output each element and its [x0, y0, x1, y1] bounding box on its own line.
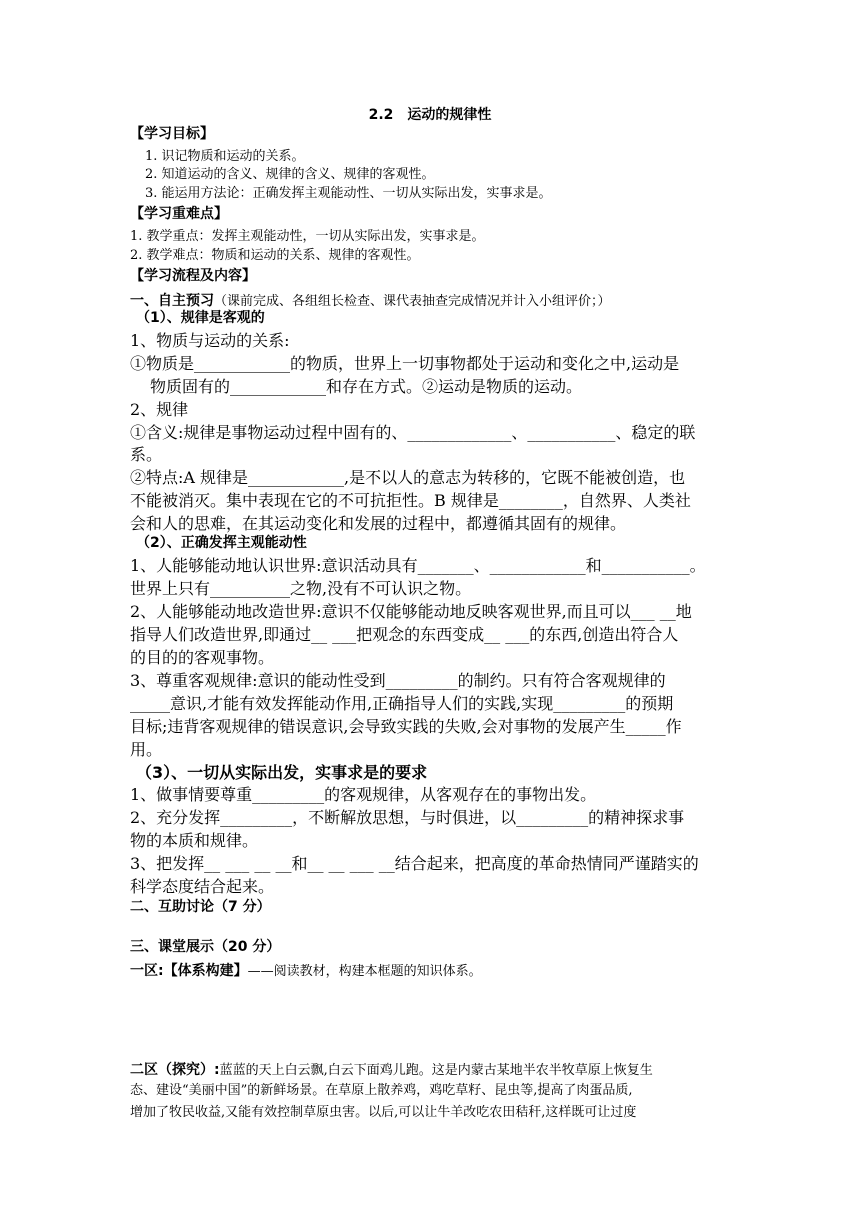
preview-heading: 一、自主预习 — [130, 293, 214, 309]
zone2-text-line: 增加了牧民收益,又能有效控制草原虫害。以后,可以让牛羊改吃农田秸秆,这样既可让过度 — [130, 1105, 637, 1120]
objectives-heading: 【学习目标】 — [130, 126, 214, 142]
zone1-line — [130, 960, 482, 980]
objective-item: 3. 能运用方法论：正确发挥主观能动性、一切从实际出发，实事求是。 — [145, 186, 552, 201]
discussion-heading: 二、互助讨论（7 分） — [130, 899, 271, 915]
part3-line: 物的本质和规律。 — [130, 831, 259, 850]
page-title: 2.2 运动的规律性 — [368, 107, 492, 123]
part1-line: 会和人的思难，在其运动变化和发展的过程中，都遵循其固有的规律。 — [130, 514, 627, 533]
zone1-label: 一区:【体系构建】 — [130, 963, 248, 979]
part2-line: 用。 — [130, 740, 163, 759]
zone2-line — [130, 1059, 653, 1079]
part1-line: 物质固有的____________和存在方式。②运动是物质的运动。 — [150, 377, 583, 396]
part2-line: 2、人能够能动地改造世界:意识不仅能够能动地反映客观世界,而且可以___ __地 — [130, 602, 692, 621]
part2-line: 指导人们改造世界,即通过__ ___把观念的东西变成__ ___的东西,创造出符合人 — [130, 625, 679, 644]
zone2-label: 二区（探究）: — [130, 1062, 220, 1078]
part1-heading: （1）、规律是客观的 — [136, 310, 265, 326]
preview-line — [130, 290, 611, 310]
part3-line: 2、充分发挥_________，不断解放思想，与时俱进，以_________的精神探求事 — [130, 808, 685, 827]
part2-line: 目标;违背客观规律的错误意识,会导致实践的失败,会对事物的发展产生_____作 — [130, 717, 682, 736]
part3-line: 1、做事情要尊重_________的客观规律，从客观存在的事物出发。 — [130, 785, 597, 804]
zone2-text-line: 态、建设“美丽中国”的新鲜场景。在草原上散养鸡，鸡吃草籽、昆虫等,提高了肉蛋品质, — [130, 1083, 633, 1098]
objective-item: 2. 知道运动的含义、规律的含义、规律的客观性。 — [145, 167, 435, 182]
part2-line: 3、尊重客观规律:意识的能动性受到_________的制约。只有符合客观规律的 — [130, 671, 666, 690]
process-heading: 【学习流程及内容】 — [130, 268, 256, 284]
part2-line: 1、人能够能动地认识世界:意识活动具有_______、____________和___________。 — [130, 556, 706, 575]
part2-line: 的目的的客观事物。 — [130, 648, 275, 667]
part1-line: 2、规律 — [130, 400, 189, 419]
part1-line: 1、物质与运动的关系: — [130, 331, 290, 350]
key-point-item: 1. 教学重点：发挥主观能动性，一切从实际出发，实事求是。 — [130, 229, 485, 244]
part3-heading: （3）、一切从实际出发，实事求是的要求 — [136, 763, 428, 782]
key-points-heading: 【学习重难点】 — [130, 206, 228, 222]
part1-line: ②特点:A 规律是____________,是不以人的意志为转移的，它既不能被创造，也 — [130, 468, 686, 487]
part1-line: 系。 — [130, 445, 163, 464]
preview-note: （课前完成、各组组长检查、课代表抽查完成情况并计入小组评价；） — [214, 294, 611, 309]
part2-line: _____意识,才能有效发挥能动作用,正确指导人们的实践,实现_________的预期 — [130, 694, 674, 713]
display-heading: 三、课堂展示（20 分） — [130, 939, 281, 955]
zone2-text: 蓝蓝的天上白云飘,白云下面鸡儿跑。这是内蒙古某地半农半牧草原上恢复生 — [219, 1063, 653, 1078]
key-point-item: 2. 教学难点：物质和运动的关系、规律的客观性。 — [130, 248, 420, 263]
part3-line: 3、把发挥__ ___ __ __和__ __ ___ __结合起来，把高度的革命热情同严谨踏实的 — [130, 854, 699, 873]
objective-item: 1. 识记物质和运动的关系。 — [145, 149, 305, 164]
zone1-text: ——阅读教材，构建本框题的知识体系。 — [247, 964, 482, 979]
part2-line: 世界上只有__________之物,没有不可认识之物。 — [130, 579, 472, 598]
part1-line: ①含义:规律是事物运动过程中固有的、_____________、___________、稳定的联 — [130, 423, 696, 442]
part3-line: 科学态度结合起来。 — [130, 877, 275, 896]
part2-heading: （2）、正确发挥主观能动性 — [136, 535, 307, 551]
part1-line: 不能被消灭。集中表现在它的不可抗拒性。B 规律是________，自然界、人类社 — [130, 491, 691, 510]
part1-line: ①物质是____________的物质，世界上一切事物都处于运动和变化之中,运动是 — [130, 354, 680, 373]
